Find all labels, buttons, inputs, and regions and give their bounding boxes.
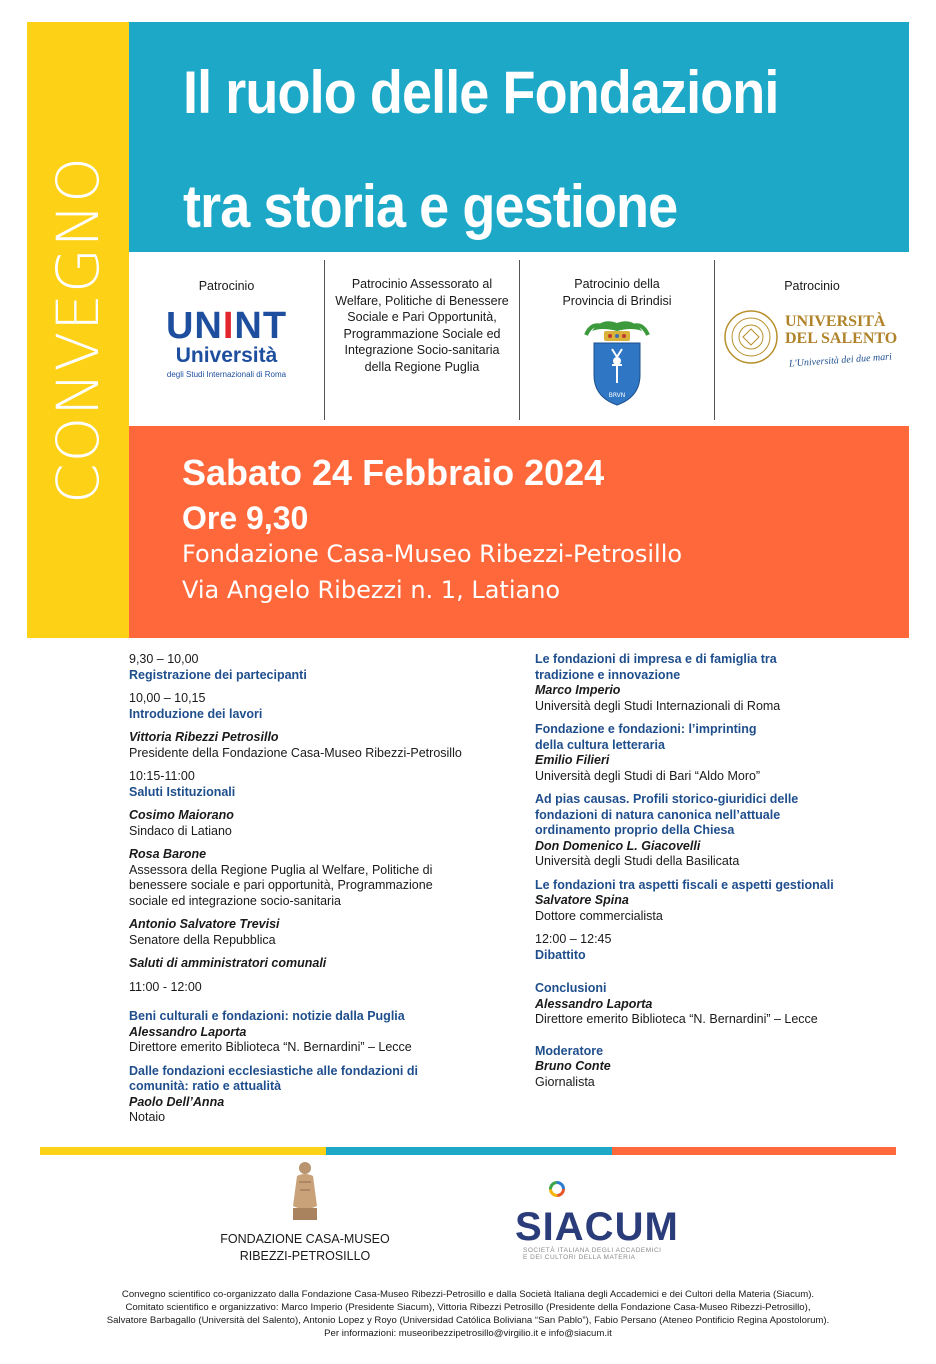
patronage-regione <box>325 260 519 420</box>
speaker-role: Università degli Studi di Bari “Aldo Moro” <box>535 768 761 783</box>
program-entry <box>535 878 875 925</box>
unint-logo-universita: Università <box>175 343 278 367</box>
patronage-text-line: Sociale e Pari Opportunità, <box>347 310 497 324</box>
program-entry <box>129 917 509 948</box>
program-title: Le fondazioni tra aspetti fiscali e aspetti gestionali <box>535 877 834 892</box>
footer-line: Convegno scientifico co-organizzato dalla Fondazione Casa-Museo Ribezzi-Petrosillo e dalla Società Italiana degli Accademici e dei Cultori della Materia (Siacum). <box>121 1289 815 1300</box>
event-venue: Fondazione Casa-Museo Ribezzi-Petrosillo <box>182 540 683 568</box>
patronage-label: Patrocinio <box>784 279 840 293</box>
event-date: Sabato 24 Febbraio 2024 <box>182 452 605 493</box>
fondazione-name-2: RIBEZZI-PETROSILLO <box>239 1249 371 1263</box>
unint-logo <box>129 304 324 384</box>
title-line-2: tra storia e gestione <box>183 173 678 240</box>
patronage-unint <box>129 260 324 420</box>
unint-logo-word: UNINT <box>165 304 288 347</box>
program-entry <box>129 730 509 761</box>
speaker-name: Vittoria Ribezzi Petrosillo <box>129 730 279 744</box>
footer <box>40 1288 896 1340</box>
program-entry <box>129 1064 449 1126</box>
speaker-role: Notaio <box>129 1110 166 1124</box>
program-time: 12:00 – 12:45 <box>535 932 612 946</box>
speaker-name: Rosa Barone <box>129 847 207 861</box>
program-time: 10:15-11:00 <box>129 769 195 783</box>
speaker-name: Cosimo Maiorano <box>129 808 234 822</box>
event-band <box>129 426 909 638</box>
speaker-role: Università degli Studi Internazionali di Roma <box>535 698 781 713</box>
stripe-orange <box>612 1147 896 1155</box>
title-band <box>129 22 909 252</box>
patronage-provincia <box>520 260 714 420</box>
program-entry <box>129 956 509 972</box>
title-line-1: Il ruolo delle Fondazioni <box>183 59 779 126</box>
siacum-subtitle-1: SOCIETÀ ITALIANA DEGLI ACCADEMICI <box>523 1247 662 1254</box>
speaker-name: Emilio Filieri <box>535 753 610 767</box>
salento-logo <box>715 299 909 379</box>
program-entry <box>535 1044 875 1091</box>
statue-icon <box>285 1160 325 1222</box>
patronage-salento <box>715 260 909 420</box>
speaker-role: Direttore emerito Biblioteca “N. Bernardini” – Lecce <box>129 1040 412 1054</box>
speaker-name: Bruno Conte <box>535 1059 611 1073</box>
speaker-name: Don Domenico L. Giacovelli <box>535 838 701 853</box>
footer-line: Salvatore Barbagallo (Università del Salento), Antonio Lopez y Royo (Universidad Católica Boliviana “San Pablo”), Fabio Persano (Ateneo Pontificio Regina Apostolorum). <box>106 1315 830 1326</box>
program-entry <box>535 981 875 1028</box>
speaker-role: Dottore commercialista <box>535 908 663 923</box>
fondazione-name-1: FONDAZIONE CASA-MUSEO <box>220 1232 390 1246</box>
unint-logo-subtitle: degli Studi Internazionali di Roma <box>166 369 287 379</box>
patronage-text-line: Welfare, Politiche di Benessere <box>335 293 509 308</box>
patronage-text-line: Patrocinio della <box>574 277 660 291</box>
speaker-role: Direttore emerito Biblioteca “N. Bernardini” – Lecce <box>535 1012 818 1026</box>
speaker-role: Università degli Studi della Basilicata <box>535 854 740 868</box>
program-entry <box>129 980 509 996</box>
patronage-text-line: Programmazione Sociale ed <box>343 326 501 341</box>
program-title: Dibattito <box>535 947 586 962</box>
patronage-text-line: Patrocinio Assessorato al <box>351 277 493 291</box>
program-title: Fondazione e fondazioni: l’imprinting della cultura letteraria <box>535 722 757 752</box>
program-title: Moderatore <box>535 1043 604 1058</box>
program-title: Le fondazioni di impresa e di famiglia tra tradizione e innovazione <box>535 652 777 682</box>
program-entry <box>535 652 815 714</box>
speaker-role: Assessora della Regione Puglia al Welfare, Politiche di benessere sociale e pari opportunità, Programmazione sociale ed integrazione socio-sanitaria <box>129 862 433 908</box>
speaker-role: Presidente della Fondazione Casa-Museo Ribezzi-Petrosillo <box>129 745 462 760</box>
program-title: Registrazione dei partecipanti <box>129 667 307 682</box>
fondazione-logo <box>190 1160 420 1265</box>
program-entry <box>129 847 459 909</box>
patronage-row <box>129 252 909 426</box>
patronage-label: Patrocinio <box>198 279 255 293</box>
program-entry <box>535 722 775 784</box>
program-time: 10,00 – 10,15 <box>129 691 206 705</box>
speaker-role: Sindaco di Latiano <box>129 823 232 838</box>
crest-text: BRVN <box>608 392 626 399</box>
speaker-name: Alessandro Laporta <box>129 1024 247 1039</box>
side-label: CONVEGNO <box>44 156 112 504</box>
program-entry <box>129 652 509 683</box>
program-title: Dalle fondazioni ecclesiastiche alle fondazioni di comunità: ratio e attualità <box>129 1063 418 1093</box>
program-entry <box>129 691 509 722</box>
salento-seal-icon <box>723 309 779 365</box>
speaker-name: Salvatore Spina <box>535 893 629 907</box>
salento-logo-tagline: L'Università dei due mari <box>788 350 893 370</box>
speaker-name: Alessandro Laporta <box>535 996 653 1011</box>
salento-logo-title <box>785 313 897 347</box>
salento-logo-title-2: DEL SALENTO <box>785 329 898 347</box>
speaker-name: Marco Imperio <box>535 683 621 697</box>
program-title: Introduzione dei lavori <box>129 706 263 721</box>
stripe-yellow <box>40 1147 326 1155</box>
salento-logo-title-1: UNIVERSITÀ <box>785 312 886 330</box>
program-entry <box>535 932 875 963</box>
siacum-logo <box>515 1180 705 1261</box>
program-time: 9,30 – 10,00 <box>129 652 199 666</box>
program-time: 11:00 - 12:00 <box>129 979 202 994</box>
program-entry <box>129 808 509 839</box>
speaker-name: Antonio Salvatore Trevisi <box>129 917 280 931</box>
speaker-role: Giornalista <box>535 1074 595 1089</box>
program-title: Ad pias causas. Profili storico-giuridici delle fondazioni di natura canonica nell’attuale ordinamento proprio della Chiesa <box>535 792 799 837</box>
event-time: Ore 9,30 <box>182 500 309 536</box>
footer-line: Per informazioni: museoribezzipetrosillo@virgilio.it e info@siacum.it <box>324 1328 612 1339</box>
program-title: Beni culturali e fondazioni: notizie dalla Puglia <box>129 1009 405 1023</box>
speaker-role: Senatore della Repubblica <box>129 932 276 947</box>
program-entry <box>535 792 825 870</box>
footer-line: Comitato scientifico e organizzativo: Marco Imperio (Presidente Siacum), Vittoria Ribezzi Petrosillo (Presidente della Fondazione Casa-Museo Ribezzi-Petrosillo), <box>125 1302 811 1313</box>
program-entry <box>129 769 509 800</box>
program-right <box>535 652 875 1098</box>
program-title: Conclusioni <box>535 981 607 995</box>
program-entry <box>129 1009 509 1056</box>
patronage-text-line: Provincia di Brindisi <box>562 293 672 308</box>
program-left <box>129 652 509 1134</box>
patronage-text-line: della Regione Puglia <box>364 359 480 374</box>
program-title: Saluti Istituzionali <box>129 784 236 799</box>
speaker-name: Saluti di amministratori comunali <box>129 956 327 970</box>
siacum-subtitle-2: E DEI CULTORI DELLA MATERIA <box>523 1254 636 1261</box>
siacum-ring-icon <box>548 1180 566 1198</box>
stripe-teal <box>326 1147 612 1155</box>
patronage-text-line: Integrazione Socio-sanitaria <box>344 343 500 357</box>
speaker-name: Paolo Dell’Anna <box>129 1094 225 1109</box>
siacum-name: SIACUM <box>515 1205 679 1249</box>
brindisi-crest-icon <box>582 313 652 409</box>
event-address: Via Angelo Ribezzi n. 1, Latiano <box>182 576 561 604</box>
